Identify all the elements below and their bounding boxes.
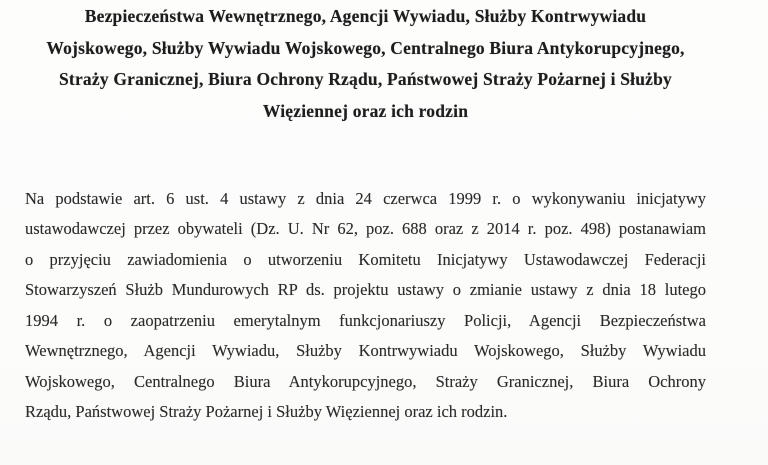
heading-line: Bezpieczeństwa Wewnętrznego, Agencji Wywiadu, Służby Kontrwywiadu: [84, 6, 647, 26]
paragraph-line: Na podstawie art. 6 ust. 4 ustawy z dnia 24 czerwca 1999 r. o wykonywaniu inicjatywy: [25, 188, 706, 208]
heading-line: Straży Granicznej, Biura Ochrony Rządu, Państwowej Straży Pożarnej i Służby: [58, 69, 673, 90]
document-heading: [25, 1, 706, 128]
heading-line: Wojskowego, Służby Wywiadu Wojskowego, Centralnego Biura Antykorupcyjnego,: [46, 37, 685, 58]
heading-line: Więziennej oraz ich rodzin: [262, 101, 469, 122]
paragraph-line: 1994 r. o zaopatrzeniu emerytalnym funkcjonariuszy Policji, Agencji Bezpieczeństwa: [25, 310, 706, 330]
document-paragraph: [25, 184, 706, 428]
paragraph-line: Wojskowego, Centralnego Biura Antykorupcyjnego, Straży Granicznej, Biura Ochrony: [25, 371, 706, 391]
paragraph-line: o przyjęciu zawiadomienia o utworzeniu Komitetu Inicjatywy Ustawodawczej Federacji: [25, 249, 706, 269]
paragraph-line: Stowarzyszeń Służb Mundurowych RP ds. projektu ustawy o zmianie ustawy z dnia 18 lutego: [25, 280, 706, 300]
paragraph-line: Rządu, Państwowej Straży Pożarnej i Służby Więziennej oraz ich rodzin.: [25, 402, 508, 422]
paragraph-line: ustawodawczej przez obywateli (Dz. U. Nr 62, poz. 688 oraz z 2014 r. poz. 498) postanawiam: [25, 219, 706, 239]
paragraph-line: Wewnętrznego, Agencji Wywiadu, Służby Kontrwywiadu Wojskowego, Służby Wywiadu: [25, 341, 706, 361]
